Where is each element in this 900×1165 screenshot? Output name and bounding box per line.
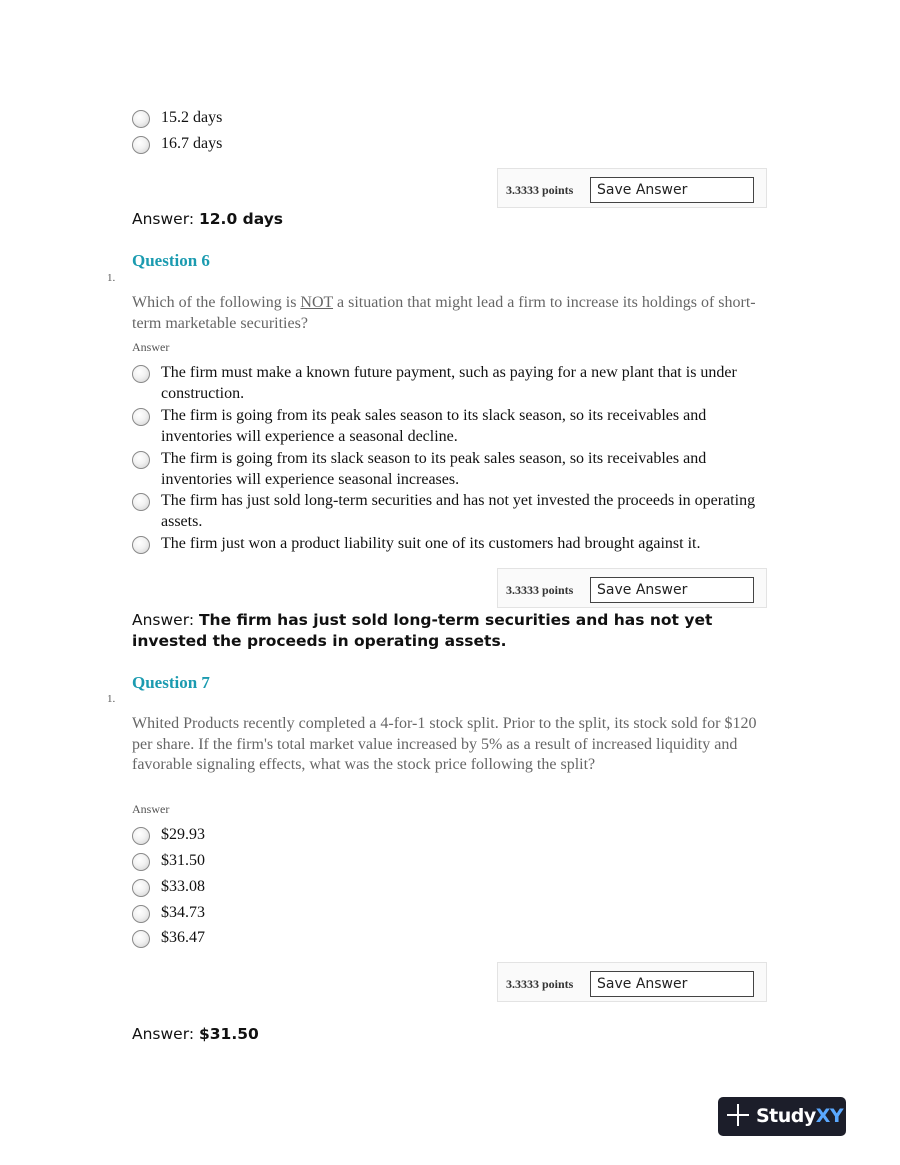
option-label: $29.93 bbox=[161, 826, 205, 843]
option-label: The firm is going from its peak sales season to its slack season, so its receivables and inventories will experience a seasonal decline. bbox=[161, 407, 707, 445]
save-answer-button[interactable]: Save Answer bbox=[590, 177, 754, 203]
radio-button[interactable] bbox=[132, 879, 150, 897]
answer-prefix: Answer: bbox=[132, 1025, 195, 1043]
emphasis-not: NOT bbox=[300, 294, 334, 311]
option-label: $34.73 bbox=[161, 904, 205, 921]
question-title: Question 6 bbox=[132, 251, 210, 270]
answer-prefix: Answer: bbox=[132, 210, 195, 228]
option-label: The firm is going from its slack season to its peak sales season, so its receivables and inventories will experience seasonal increases. bbox=[161, 450, 707, 488]
save-answer-panel bbox=[497, 962, 767, 1002]
answer-line bbox=[132, 1024, 772, 1045]
answer-value: The firm has just sold long-term securities and has not yet invested the proceeds in operating assets. bbox=[132, 611, 713, 650]
save-answer-button[interactable]: Save Answer bbox=[590, 971, 754, 997]
radio-button[interactable] bbox=[132, 110, 150, 128]
radio-button[interactable] bbox=[132, 827, 150, 845]
studyxy-logo bbox=[718, 1097, 846, 1136]
option-label: $36.47 bbox=[161, 929, 205, 946]
plus-icon bbox=[727, 1104, 749, 1126]
option-label: The firm must make a known future payment, such as paying for a new plant that is under construction. bbox=[161, 364, 737, 402]
question-text: Whited Products recently completed a 4-for-1 stock split. Prior to the split, its stock sold for $120 per share. If the firm's total market value increased by 5% as a result of increased liquidity and favorable signaling effects, what was the stock price following the split? bbox=[132, 715, 757, 773]
question-number: 1. bbox=[107, 693, 116, 705]
option-label: 16.7 days bbox=[161, 135, 223, 152]
radio-button[interactable] bbox=[132, 853, 150, 871]
option-label: 15.2 days bbox=[161, 109, 223, 126]
radio-button[interactable] bbox=[132, 905, 150, 923]
option-label: The firm has just sold long-term securities and has not yet invested the proceeds in operating assets. bbox=[161, 492, 756, 530]
radio-button[interactable] bbox=[132, 451, 150, 469]
save-answer-button[interactable]: Save Answer bbox=[590, 577, 754, 603]
answer-label: Answer bbox=[132, 340, 170, 354]
answer-line bbox=[132, 209, 772, 230]
radio-button[interactable] bbox=[132, 930, 150, 948]
points-label: 3.3333 points bbox=[506, 977, 574, 991]
points-label: 3.3333 points bbox=[506, 183, 574, 197]
radio-button[interactable] bbox=[132, 536, 150, 554]
radio-button[interactable] bbox=[132, 493, 150, 511]
option-label: The firm just won a product liability suit one of its customers had brought against it. bbox=[161, 535, 701, 552]
logo-text: StudyXY bbox=[756, 1105, 844, 1127]
radio-button[interactable] bbox=[132, 136, 150, 154]
option-label: $31.50 bbox=[161, 852, 205, 869]
question-number: 1. bbox=[107, 272, 116, 284]
answer-prefix: Answer: bbox=[132, 611, 195, 629]
answer-value: $31.50 bbox=[198, 1025, 259, 1043]
answer-value: 12.0 days bbox=[198, 210, 284, 228]
radio-button[interactable] bbox=[132, 408, 150, 426]
save-answer-panel bbox=[497, 568, 767, 608]
answer-line bbox=[132, 610, 772, 652]
option-label: $33.08 bbox=[161, 878, 205, 895]
question-text: Which of the following is NOT a situation that might lead a firm to increase its holdings of short-term marketable securities? bbox=[132, 294, 756, 332]
points-label: 3.3333 points bbox=[506, 583, 574, 597]
radio-button[interactable] bbox=[132, 365, 150, 383]
question-title: Question 7 bbox=[132, 673, 210, 692]
answer-label: Answer bbox=[132, 802, 170, 816]
save-answer-panel bbox=[497, 168, 767, 208]
